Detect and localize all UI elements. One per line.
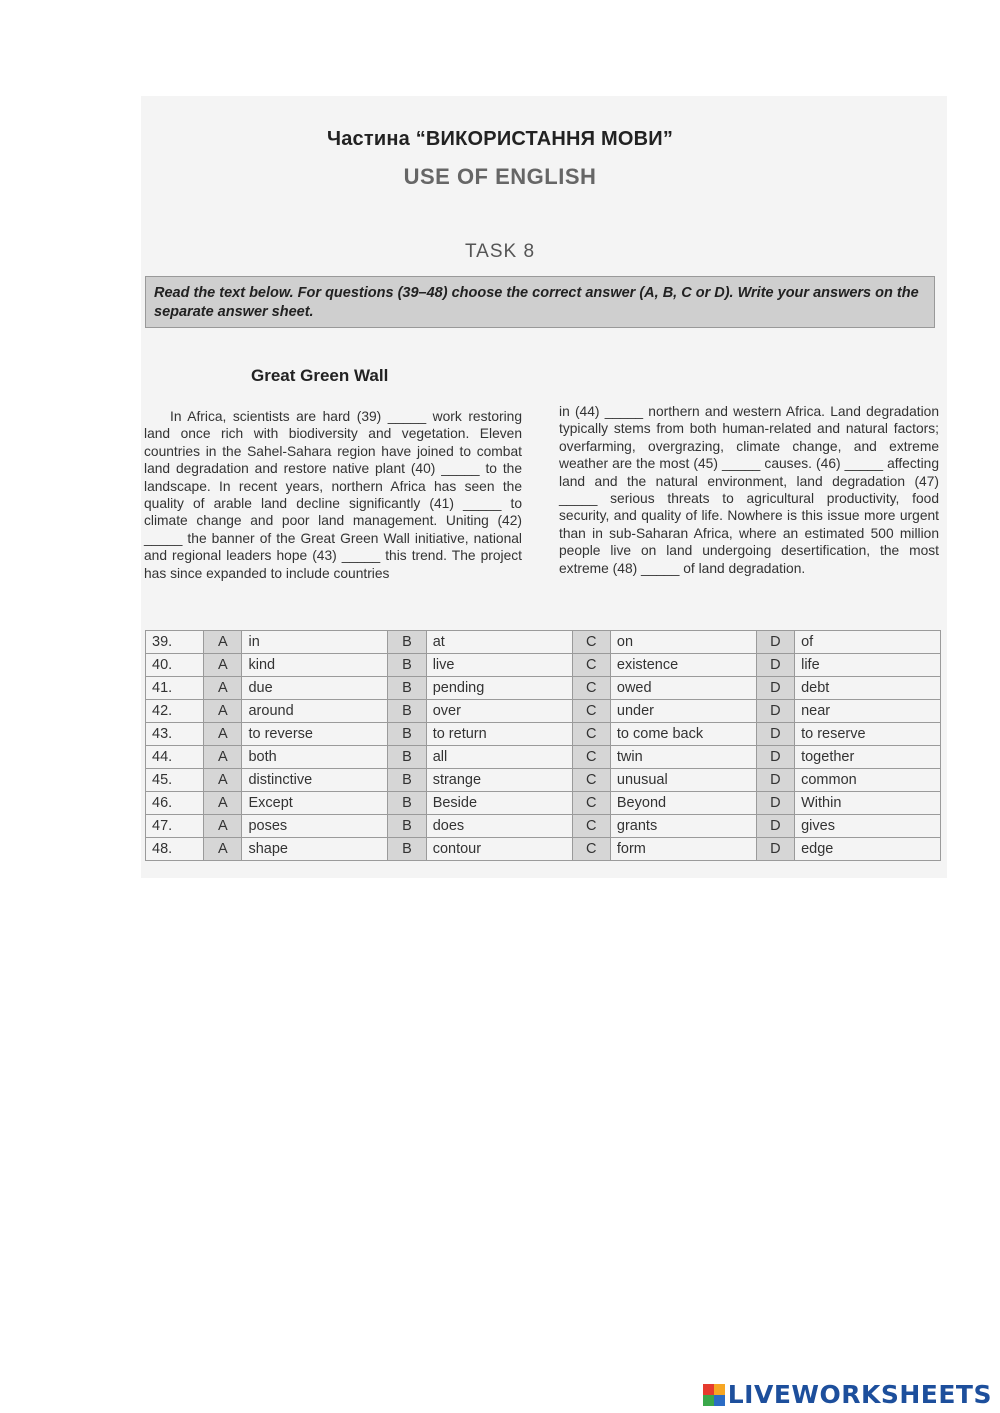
option-d: debt (795, 677, 941, 700)
option-letter-d: D (756, 746, 794, 769)
option-c: unusual (610, 769, 756, 792)
option-letter-a: A (204, 746, 242, 769)
option-a: kind (242, 654, 388, 677)
table-row (146, 700, 941, 723)
option-letter-a: A (204, 769, 242, 792)
option-b: pending (426, 677, 572, 700)
option-letter-c: C (572, 838, 610, 861)
option-b: to return (426, 723, 572, 746)
option-a: both (242, 746, 388, 769)
option-letter-a: A (204, 815, 242, 838)
option-b: Beside (426, 792, 572, 815)
option-b: at (426, 631, 572, 654)
option-b: all (426, 746, 572, 769)
question-number: 47. (146, 815, 204, 838)
option-c: existence (610, 654, 756, 677)
option-letter-b: B (388, 654, 426, 677)
part-title: Частина “ВИКОРИСТАННЯ МОВИ” (326, 128, 674, 150)
option-c: Beyond (610, 792, 756, 815)
option-letter-c: C (572, 654, 610, 677)
option-letter-c: C (572, 677, 610, 700)
section-title: USE OF ENGLISH (403, 164, 597, 189)
instructions-box (145, 276, 935, 328)
option-letter-b: B (388, 677, 426, 700)
option-letter-b: B (388, 723, 426, 746)
option-letter-b: B (388, 815, 426, 838)
option-b: does (426, 815, 572, 838)
answer-options-table (145, 630, 941, 861)
table-row (146, 815, 941, 838)
option-letter-c: C (572, 815, 610, 838)
option-c: to come back (610, 723, 756, 746)
option-b: contour (426, 838, 572, 861)
logo-text: LIVEWORKSHEETS (727, 1380, 992, 1409)
option-letter-b: B (388, 746, 426, 769)
option-letter-a: A (204, 654, 242, 677)
option-letter-b: B (388, 838, 426, 861)
option-d: together (795, 746, 941, 769)
option-letter-d: D (756, 631, 794, 654)
text-right-column (559, 403, 939, 577)
option-letter-c: C (572, 723, 610, 746)
text-title: Great Green Wall (251, 366, 389, 385)
option-d: of (795, 631, 941, 654)
option-d: to reserve (795, 723, 941, 746)
logo-square-blue (714, 1395, 725, 1406)
option-letter-c: C (572, 700, 610, 723)
option-letter-d: D (756, 700, 794, 723)
option-letter-b: B (388, 769, 426, 792)
question-number: 43. (146, 723, 204, 746)
option-letter-d: D (756, 769, 794, 792)
option-letter-a: A (204, 677, 242, 700)
option-letter-c: C (572, 746, 610, 769)
table-row (146, 792, 941, 815)
option-letter-a: A (204, 723, 242, 746)
option-a: poses (242, 815, 388, 838)
option-c: twin (610, 746, 756, 769)
logo-square-orange (714, 1384, 725, 1395)
option-letter-b: B (388, 700, 426, 723)
option-letter-d: D (756, 792, 794, 815)
question-number: 40. (146, 654, 204, 677)
option-letter-a: A (204, 700, 242, 723)
instructions-text: Read the text below. For questions (39–48) choose the correct answer (A, B, C or D). Write your answers on the separate answer sheet. (154, 285, 919, 320)
question-number: 39. (146, 631, 204, 654)
option-letter-c: C (572, 631, 610, 654)
text-left-paragraph: In Africa, scientists are hard (39) _____ work restoring land once rich with biodiversity and vegetation. Eleven countries in the Sahel-Sahara region have joined to combat land degradation and restore native plant (40) _____ to the landscape. In recent years, northern Africa has seen the quality of arable land decline significantly (41) _____ to climate change and poor land management. Uniting (42) _____ the banner of the Great Green Wall initiative, national and regional leaders hope (43) _____ this trend. The project has since expanded to include countries (144, 409, 522, 581)
option-letter-c: C (572, 792, 610, 815)
logo-mark-icon (703, 1384, 725, 1406)
question-number: 44. (146, 746, 204, 769)
option-c: on (610, 631, 756, 654)
option-letter-b: B (388, 792, 426, 815)
question-number: 48. (146, 838, 204, 861)
table-row (146, 654, 941, 677)
table-row (146, 723, 941, 746)
text-left-column (144, 408, 522, 582)
option-d: edge (795, 838, 941, 861)
option-letter-c: C (572, 769, 610, 792)
option-c: form (610, 838, 756, 861)
option-a: in (242, 631, 388, 654)
option-c: owed (610, 677, 756, 700)
table-row (146, 838, 941, 861)
option-a: to reverse (242, 723, 388, 746)
question-number: 42. (146, 700, 204, 723)
option-a: Except (242, 792, 388, 815)
logo-square-green (703, 1395, 714, 1406)
text-right-paragraph: in (44) _____ northern and western Africa. Land degradation typically stems from both human-related and natural factors; overfarming, overgrazing, climate change, and extreme weather are the most (45) _____ causes. (46) _____ affecting land and the natural environment, land degradation (47) _____ serious threats to agricultural productivity, food security, and quality of life. Nowhere is this issue more urgent than in sub-Saharan Africa, where an estimated 500 million people live on land undergoing desertification, the most extreme (48) _____ of land degradation. (559, 404, 939, 576)
option-a: shape (242, 838, 388, 861)
task-label: TASK 8 (464, 241, 536, 262)
option-b: over (426, 700, 572, 723)
option-a: distinctive (242, 769, 388, 792)
table-row (146, 631, 941, 654)
option-letter-d: D (756, 815, 794, 838)
option-d: near (795, 700, 941, 723)
option-letter-d: D (756, 838, 794, 861)
liveworksheets-logo (703, 1380, 992, 1409)
option-letter-a: A (204, 631, 242, 654)
question-number: 41. (146, 677, 204, 700)
table-row (146, 769, 941, 792)
option-d: Within (795, 792, 941, 815)
table-row (146, 677, 941, 700)
logo-square-red (703, 1384, 714, 1395)
option-letter-d: D (756, 677, 794, 700)
option-letter-a: A (204, 838, 242, 861)
option-d: gives (795, 815, 941, 838)
option-c: under (610, 700, 756, 723)
option-letter-d: D (756, 654, 794, 677)
option-d: common (795, 769, 941, 792)
option-d: life (795, 654, 941, 677)
option-a: around (242, 700, 388, 723)
option-a: due (242, 677, 388, 700)
question-number: 46. (146, 792, 204, 815)
option-b: strange (426, 769, 572, 792)
option-letter-a: A (204, 792, 242, 815)
option-letter-d: D (756, 723, 794, 746)
option-letter-b: B (388, 631, 426, 654)
table-row (146, 746, 941, 769)
option-c: grants (610, 815, 756, 838)
option-b: live (426, 654, 572, 677)
question-number: 45. (146, 769, 204, 792)
